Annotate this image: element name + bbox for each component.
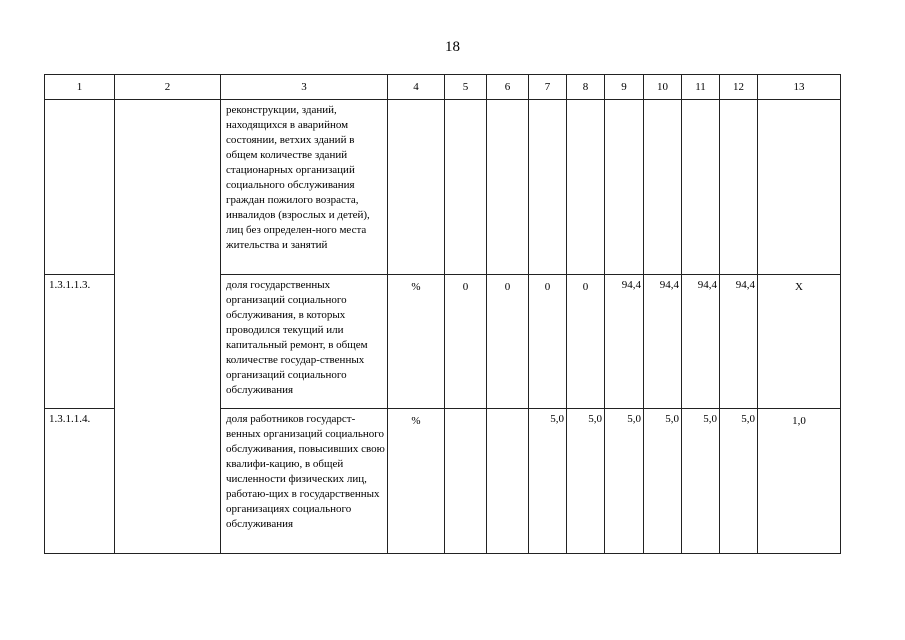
header-cell-2: 2 [115,75,221,100]
row-code: 1.3.1.1.3. [45,275,115,409]
page-number: 18 [445,39,460,55]
header-cell-8: 8 [567,75,605,100]
value-col13 [758,100,841,275]
value-col7: 5,0 [529,409,567,554]
value-col11 [682,100,720,275]
header-cell-7: 7 [529,75,567,100]
row-description: доля работников государст-венных организаций социального обслуживания, повысивших свою квалифи-кацию, в общей численности физических лиц, работаю-щих в государственных организациях социального обслуживания [221,409,388,554]
row-unit [388,100,445,275]
value-col11: 94,4 [682,275,720,409]
row-description: доля государственных организаций социального обслуживания, в которых проводился текущий или капитальный ремонт, в общем количестве государ-ственных организаций социального обслуживания [221,275,388,409]
header-cell-4: 4 [388,75,445,100]
header-row [45,75,841,100]
value-col10 [644,100,682,275]
header-cell-6: 6 [487,75,529,100]
value-col10: 94,4 [644,275,682,409]
header-cell-3: 3 [221,75,388,100]
value-col10: 5,0 [644,409,682,554]
value-col8: 0 [567,275,605,409]
value-col5 [445,409,487,554]
value-col12: 94,4 [720,275,758,409]
value-col12: 5,0 [720,409,758,554]
value-col6 [487,409,529,554]
value-col7 [529,100,567,275]
row-unit: % [388,409,445,554]
value-col6 [487,100,529,275]
header-cell-10: 10 [644,75,682,100]
row-unit: % [388,275,445,409]
value-col8: 5,0 [567,409,605,554]
table-row [45,100,841,275]
value-col5 [445,100,487,275]
row-description: реконструкции, зданий, находящихся в аварийном состоянии, ветхих зданий в общем количестве зданий стационарных организаций социального обслуживания граждан пожилого возраста, инвалидов (взрослых и детей), лиц без определен-ного места жительства и занятий [221,100,388,275]
header-cell-13: 13 [758,75,841,100]
merged-column-2-cell [115,100,221,554]
value-col13: 1,0 [758,409,841,554]
value-col9: 94,4 [605,275,644,409]
value-col9 [605,100,644,275]
value-col8 [567,100,605,275]
value-col6: 0 [487,275,529,409]
header-cell-1: 1 [45,75,115,100]
row-code: 1.3.1.1.4. [45,409,115,554]
value-col12 [720,100,758,275]
row-code [45,100,115,275]
value-col9: 5,0 [605,409,644,554]
indicator-table [44,74,841,554]
header-cell-11: 11 [682,75,720,100]
header-cell-9: 9 [605,75,644,100]
header-cell-12: 12 [720,75,758,100]
value-col7: 0 [529,275,567,409]
value-col11: 5,0 [682,409,720,554]
header-cell-5: 5 [445,75,487,100]
value-col5: 0 [445,275,487,409]
value-col13: Х [758,275,841,409]
